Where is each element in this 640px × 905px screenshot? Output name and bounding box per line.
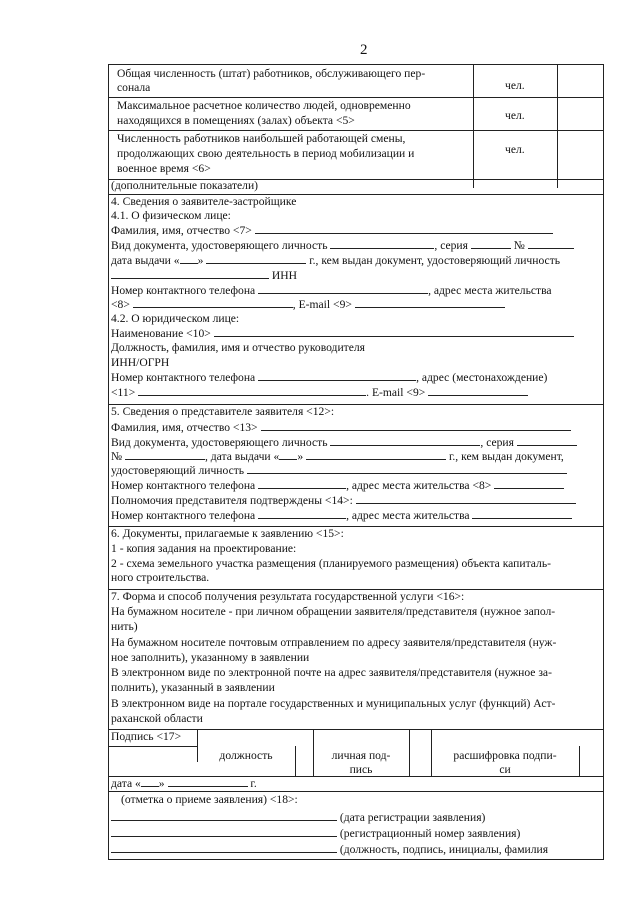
s4-doc-field[interactable]: [330, 238, 434, 249]
s5-doc-field[interactable]: [330, 435, 480, 446]
divider: [579, 746, 580, 776]
s4-num-label: №: [513, 239, 525, 252]
s5-addr2-field[interactable]: [472, 508, 572, 519]
s4-fio-label: Фамилия, имя, отчество <7>: [111, 224, 252, 237]
signature-label: Подпись <17>: [111, 730, 182, 743]
s4-issuer-field[interactable]: [111, 268, 269, 279]
s7-opt4-line2: раханской области: [111, 712, 203, 725]
s5-fio-row: [111, 420, 571, 435]
receipt-title: (отметка о приеме заявления) <18>:: [121, 793, 298, 806]
s4-doc-label: Вид документа, удостоверяющего личность: [111, 239, 328, 252]
s5-phone-field[interactable]: [258, 478, 346, 489]
row-max-people-unit: чел.: [505, 109, 525, 122]
s4-email-label: , E-mail <9>: [292, 298, 352, 311]
s4-series-label: , серия: [434, 239, 468, 252]
sig-decode-line2: си: [499, 763, 511, 776]
s4-phone2-field[interactable]: [258, 370, 416, 381]
s5-month-field[interactable]: [306, 449, 446, 460]
s5-title: 5. Сведения о представителе заявителя <12>:: [111, 405, 335, 418]
s4-name-field[interactable]: [214, 326, 574, 337]
s4-month-field[interactable]: [206, 253, 306, 264]
s7-opt2-line2: ное заполнить), указанному в заявлении: [111, 651, 310, 664]
s4-email-field[interactable]: [355, 297, 505, 308]
s6-item2-line1: 2 - схема земельного участка размещения (планируемого размещения) объекта капиталь-: [111, 557, 551, 570]
row-additional: (дополнительные показатели): [111, 179, 259, 192]
s7-opt3-line2: полнить), указанный в заявлении: [111, 681, 275, 694]
date: дата «: [111, 777, 141, 790]
official: (должность, подпись, инициалы, фамилия: [339, 843, 549, 856]
s4-addr-label: , адрес места жительства: [428, 284, 552, 297]
s5-issued-by-label: г., кем выдан документ,: [448, 450, 564, 463]
reg-date: (дата регистрации заявления): [339, 811, 486, 824]
s4-phone2-row: [111, 370, 547, 385]
s4-num-field[interactable]: [528, 238, 574, 249]
s4-inn-label: ИНН: [271, 269, 298, 282]
row-max-people-line2: находящихся в помещениях (залах) объекта <5>: [117, 114, 355, 127]
s4-title: 4. Сведения о заявителе-застройщике: [111, 195, 297, 208]
s4-day-field[interactable]: [180, 253, 198, 264]
s4-inn-ogrn: ИНН/ОГРН: [111, 356, 170, 369]
s5-series-field[interactable]: [517, 435, 577, 446]
date-close: »: [158, 777, 165, 790]
s4-addr-loc-label: , адрес (местонахождение): [416, 371, 548, 384]
s7-opt4-line1: В электронном виде на портале государственных и муниципальных услуг (функций) Аст-: [111, 697, 556, 710]
s4-sub1: 4.1. О физическом лице:: [111, 209, 231, 222]
receipt-official-field[interactable]: [111, 842, 337, 853]
s5-fio-label: Фамилия, имя, отчество <13>: [111, 421, 258, 434]
receipt-date-row: [111, 810, 485, 825]
sig-date-row: [111, 776, 257, 791]
col-divider-value: [557, 65, 558, 188]
g: г.: [250, 777, 257, 790]
s4-fio-row: [111, 223, 553, 238]
reg-num: (регистрационный номер заявления): [339, 827, 521, 840]
s6-title: 6. Документы, прилагаемые к заявлению <15>:: [111, 527, 344, 540]
s4-address-field[interactable]: [133, 297, 293, 308]
s5-phone2-row: [111, 508, 572, 523]
s4-email-row: [111, 297, 505, 312]
s5-phone-label: Номер контактного телефона: [111, 479, 256, 492]
s4-name-row: [111, 326, 574, 341]
s4-issue-row: [111, 253, 560, 268]
s5-fio-field[interactable]: [261, 420, 571, 431]
s4-inn-row: [111, 268, 297, 283]
divider: [109, 791, 603, 792]
page-number: 2: [360, 42, 368, 58]
divider: [109, 746, 197, 747]
s6-item1: 1 - копия задания на проектирование:: [111, 542, 297, 555]
receipt-num-row: [111, 826, 520, 841]
row-shift-workers-line1: Численность работников наибольшей работающей смены,: [117, 132, 406, 145]
s5-powers-row: [111, 493, 576, 508]
s5-doc-cont-row: [111, 463, 567, 478]
sig-day-field[interactable]: [141, 776, 159, 787]
sig-month-field[interactable]: [168, 776, 248, 787]
sig-decode-line1: расшифровка подпи-: [453, 749, 557, 762]
s4-name-label: Наименование <10>: [111, 327, 211, 340]
row-max-people-line1: Максимальное расчетное количество людей, одновременно: [117, 99, 411, 112]
doc-cont: удостоверяющий личность: [111, 464, 245, 477]
divider: [109, 729, 603, 730]
s4-phone-field[interactable]: [258, 283, 428, 294]
s4-phone-label: Номер контактного телефона: [111, 284, 256, 297]
col-divider-unit: [473, 65, 474, 188]
s5-addr-label: , адрес места жительства <8>: [346, 479, 492, 492]
receipt-date-field[interactable]: [111, 810, 337, 821]
s5-num-field[interactable]: [125, 449, 205, 460]
s4-fio-field[interactable]: [255, 223, 553, 234]
s7-opt2-line1: На бумажном носителе почтовым отправлением по адресу заявителя/представителя (нуж-: [111, 636, 557, 649]
sig-personal-line1: личная под-: [331, 749, 391, 762]
s4-email2-label: . E-mail <9>: [366, 386, 426, 399]
s7-opt1-line2: нить): [111, 620, 138, 633]
row-total-staff-line2: сонала: [117, 81, 151, 94]
s6-item2-line2: ного строительства.: [111, 571, 210, 584]
quote: »: [297, 450, 304, 463]
s5-addr-field[interactable]: [494, 478, 564, 489]
s4-email2-row: [111, 385, 528, 400]
s5-series-label: , серия: [480, 436, 514, 449]
s5-issuer-field[interactable]: [247, 463, 567, 474]
row-total-staff-line1: Общая численность (штат) работников, обслуживающего пер-: [117, 67, 426, 80]
divider: [409, 730, 410, 776]
s4-phone2-label: Номер контактного телефона: [111, 371, 256, 384]
ref11: <11>: [111, 386, 136, 399]
s7-opt3-line1: В электронном виде по электронной почте на адрес заявителя/представителя (нужное за-: [111, 666, 552, 679]
s4-doc-row: [111, 238, 574, 253]
row-shift-workers-unit: чел.: [505, 143, 525, 156]
s5-issue-label: , дата выдачи «: [204, 450, 280, 463]
divider: [295, 746, 296, 776]
num: №: [111, 450, 123, 463]
s7-title: 7. Форма и способ получения результата государственной услуги <16>:: [111, 590, 465, 603]
s5-powers-field[interactable]: [356, 493, 576, 504]
s4-head: Должность, фамилия, имя и отчество руководителя: [111, 341, 365, 354]
s4-series-field[interactable]: [471, 238, 511, 249]
s4-issue-label: дата выдачи «: [111, 254, 180, 267]
s5-phone-row: [111, 478, 564, 493]
s5-phone2-field[interactable]: [258, 508, 346, 519]
divider: [109, 97, 603, 98]
ref8: <8>: [111, 298, 130, 311]
sig-position: должность: [219, 749, 273, 762]
application-form-table: [108, 64, 604, 860]
quote: »: [197, 254, 204, 267]
s4-issued-by-label: г., кем выдан документ, удостоверяющий личность: [309, 254, 561, 267]
s4-sub2: 4.2. О юридическом лице:: [111, 312, 240, 325]
row-total-staff-unit: чел.: [505, 79, 525, 92]
s5-phone2-label: Номер контактного телефона: [111, 509, 256, 522]
s5-powers-label: Полномочия представителя подтверждены <14>:: [111, 494, 353, 507]
receipt-num-field[interactable]: [111, 826, 337, 837]
s5-day-field[interactable]: [279, 449, 297, 460]
sig-personal-line2: пись: [349, 763, 373, 776]
s5-doc-label: Вид документа, удостоверяющего личность: [111, 436, 328, 449]
s5-addr2-label: , адрес места жительства: [346, 509, 470, 522]
s4-loc-field[interactable]: [138, 385, 366, 396]
row-shift-workers-line3: военное время <6>: [117, 162, 211, 175]
row-shift-workers-line2: продолжающих свою деятельность в период мобилизации и: [117, 147, 415, 160]
receipt-official-row: [111, 842, 548, 857]
s4-email2-field[interactable]: [428, 385, 528, 396]
s7-opt1-line1: На бумажном носителе - при личном обращении заявителя/представителя (нужное запол-: [111, 605, 556, 618]
divider: [109, 130, 603, 131]
